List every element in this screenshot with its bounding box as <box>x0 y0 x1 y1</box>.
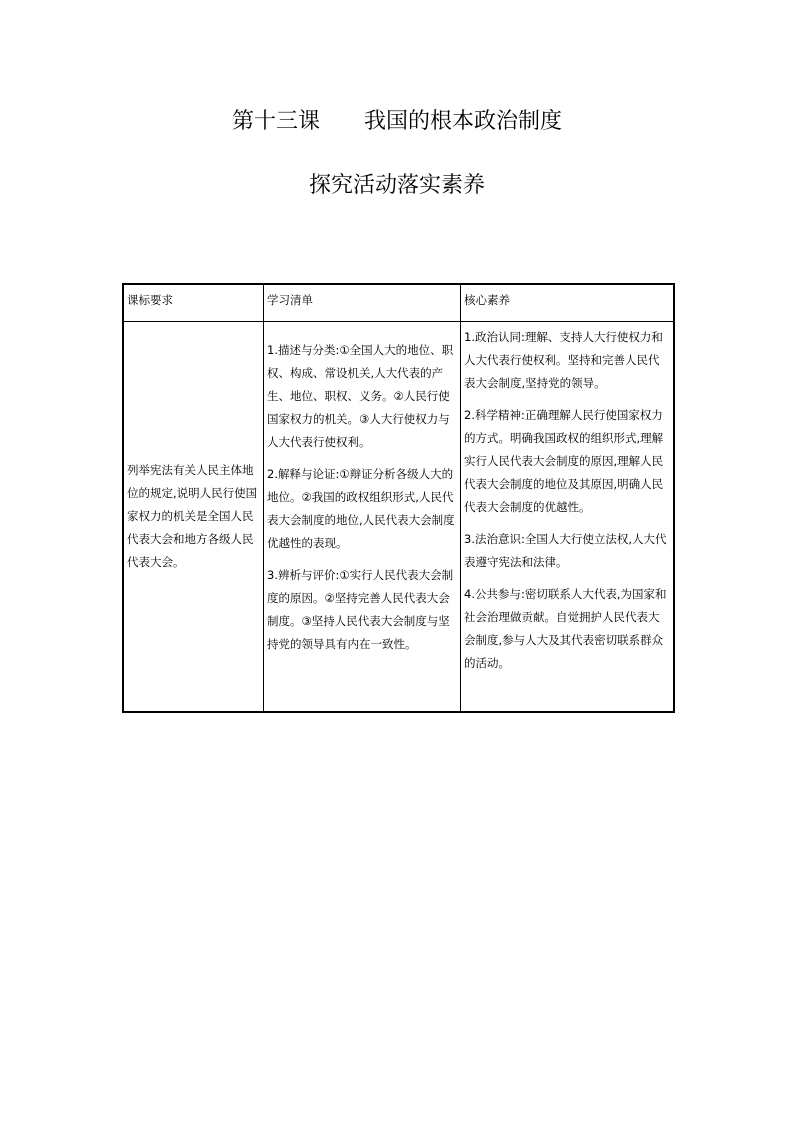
learning-item: 1.描述与分类:①全国人大的地位、职权、构成、常设机关,人大代表的产生、地位、职权、义务。②人民行使国家权力的机关。③人大行使权力与人大代表行使权利。 <box>267 343 454 449</box>
lesson-table <box>122 283 675 713</box>
learning-item: 2.解释与论证:①辩证分析各级人大的地位。②我国的政权组织形式,人民代表大会制度的地位,人民代表大会制度优越性的表现。 <box>267 467 455 550</box>
literacy-item: 2.科学精神:正确理解人民行使国家权力的方式。明确我国政权的组织形式,理解实行人民代表大会制度的原因,理解人民代表大会制度的地位及其原因,明确人民代表大会制度的优越性。 <box>464 408 664 514</box>
section-subtitle: 探究活动落实素养 <box>308 173 485 198</box>
literacy-item: 3.法治意识:全国人大行使立法权,人大代表遵守宪法和法律。 <box>464 532 667 569</box>
header-requirement: 课标要求 <box>123 284 264 322</box>
literacy-cell <box>461 322 675 713</box>
table-row <box>123 322 674 713</box>
lesson-title: 第十三课 我国的根本政治制度 <box>231 109 562 134</box>
requirement-cell: 列举宪法有关人民主体地位的规定,说明人民行使国家权力的机关是全国人民代表大会和地方各级人民代表大会。 <box>123 322 264 713</box>
learning-item: 3.辨析与评价:①实行人民代表大会制度的原因。②坚持完善人民代表大会制度。③坚持人民代表大会制度与坚持党的领导具有内在一致性。 <box>267 568 454 651</box>
literacy-item: 4.公共参与:密切联系人大代表,为国家和社会治理做贡献。自觉拥护人民代表大会制度,参与人大及其代表密切联系群众的活动。 <box>464 587 667 670</box>
learning-cell <box>264 322 461 713</box>
header-learning: 学习清单 <box>264 284 461 322</box>
literacy-item: 1.政治认同:理解、支持人大行使权力和人大代表行使权利。坚持和完善人民代表大会制度,坚持党的领导。 <box>464 330 663 390</box>
header-literacy: 核心素养 <box>461 284 675 322</box>
table-header-row <box>123 284 674 322</box>
